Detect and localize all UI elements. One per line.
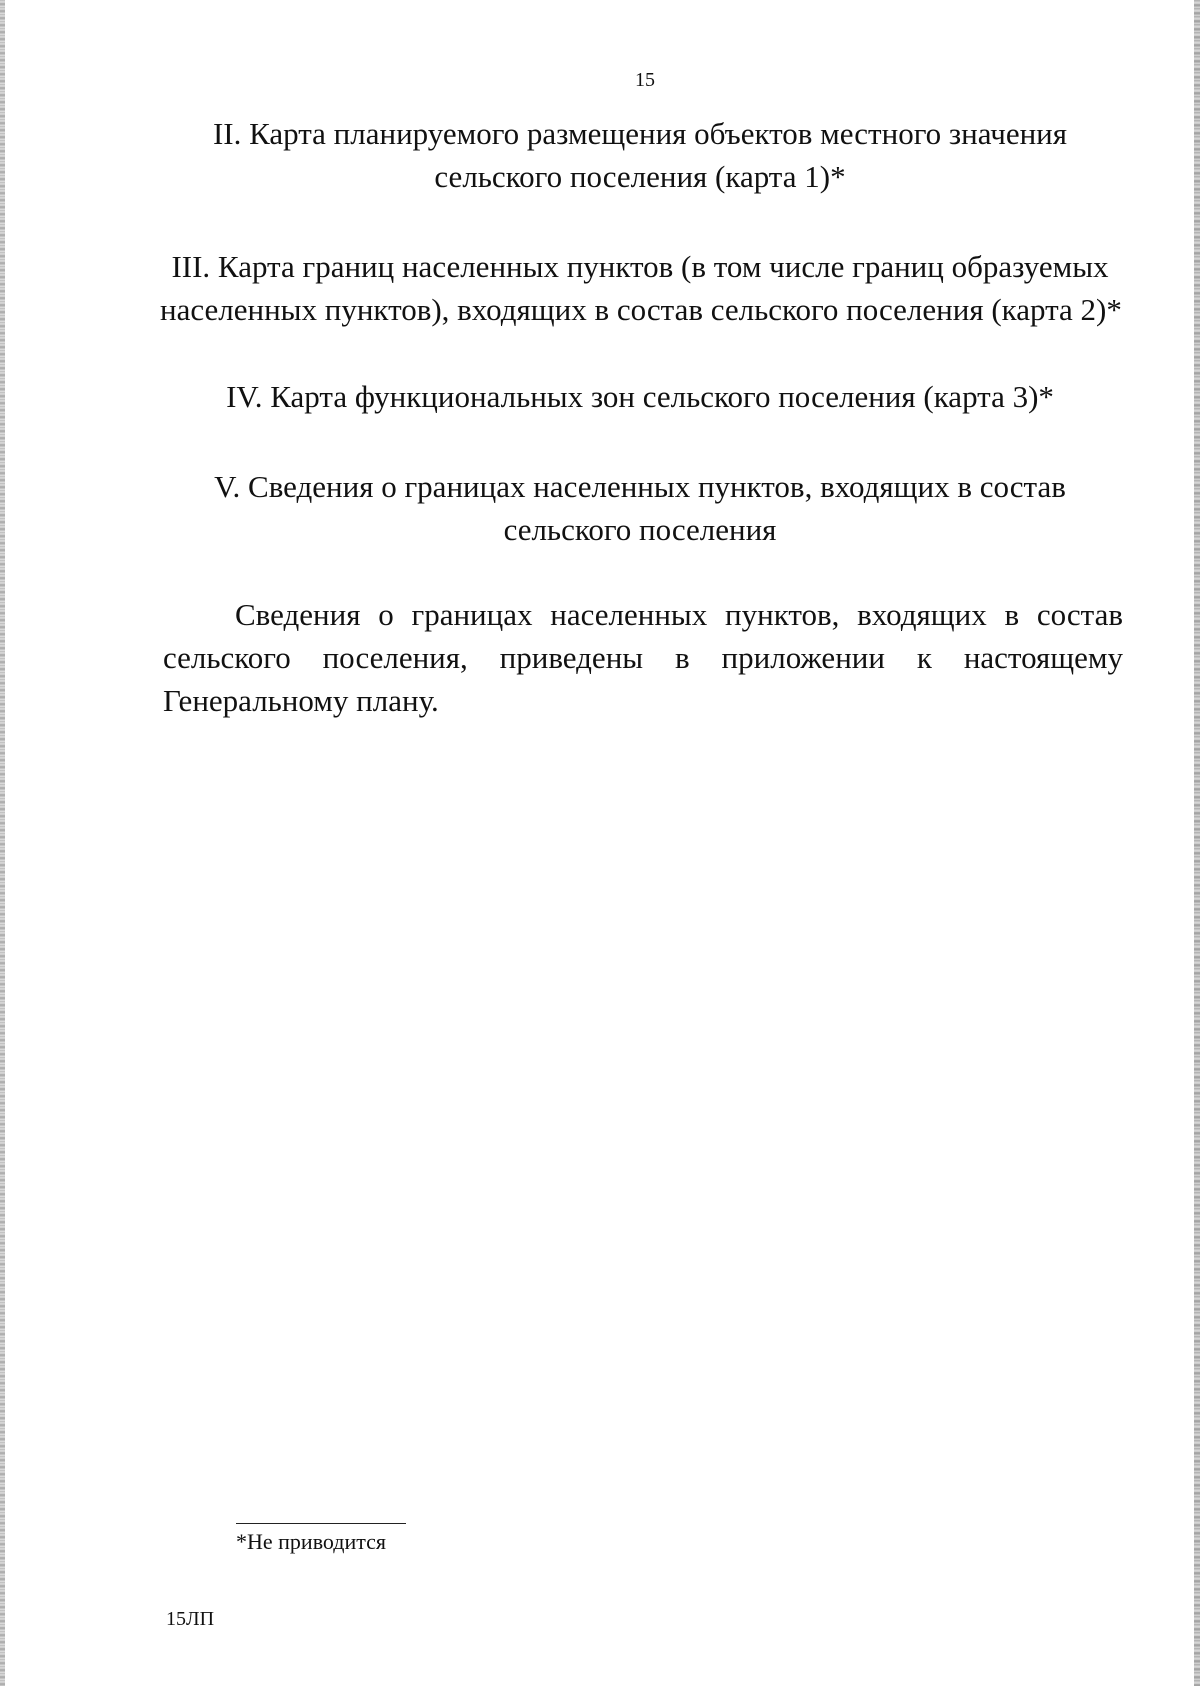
body-paragraph-line-1: Сведения о границах населенных пунктов, входящих в состав xyxy=(235,597,1123,632)
scan-edge-right xyxy=(1194,0,1200,1686)
footnote: *Не приводится xyxy=(236,1529,387,1554)
section-heading-2 xyxy=(160,112,1120,198)
section-heading-4 xyxy=(160,375,1120,418)
section-heading-4-line-1: IV. Карта функциональных зон сельского поселения (карта 3)* xyxy=(226,379,1054,414)
section-heading-3-line-2: населенных пунктов), входящих в состав сельского поселения (карта 2)* xyxy=(160,292,1122,327)
footnote-separator xyxy=(236,1523,406,1524)
section-heading-5-line-1: V. Сведения о границах населенных пунктов, входящих в состав xyxy=(214,469,1066,504)
body-paragraph xyxy=(163,593,1123,722)
section-heading-2-line-1: II. Карта планируемого размещения объектов местного значения xyxy=(212,116,1068,151)
section-heading-2-line-2: сельского поселения (карта 1)* xyxy=(434,159,846,194)
section-heading-5-line-2: сельского поселения xyxy=(503,512,777,547)
body-paragraph-line-2: сельского поселения, приведены в приложении к настоящему xyxy=(163,640,1123,675)
section-heading-3 xyxy=(160,245,1120,331)
scan-edge-left xyxy=(0,0,5,1686)
body-paragraph-line-3: Генеральному плану. xyxy=(163,683,439,718)
section-heading-5 xyxy=(160,465,1120,551)
document-code: 15ЛП xyxy=(166,1608,215,1630)
page-number: 15 xyxy=(635,69,655,91)
section-heading-3-line-1: III. Карта границ населенных пунктов (в том числе границ образуемых xyxy=(171,249,1109,284)
